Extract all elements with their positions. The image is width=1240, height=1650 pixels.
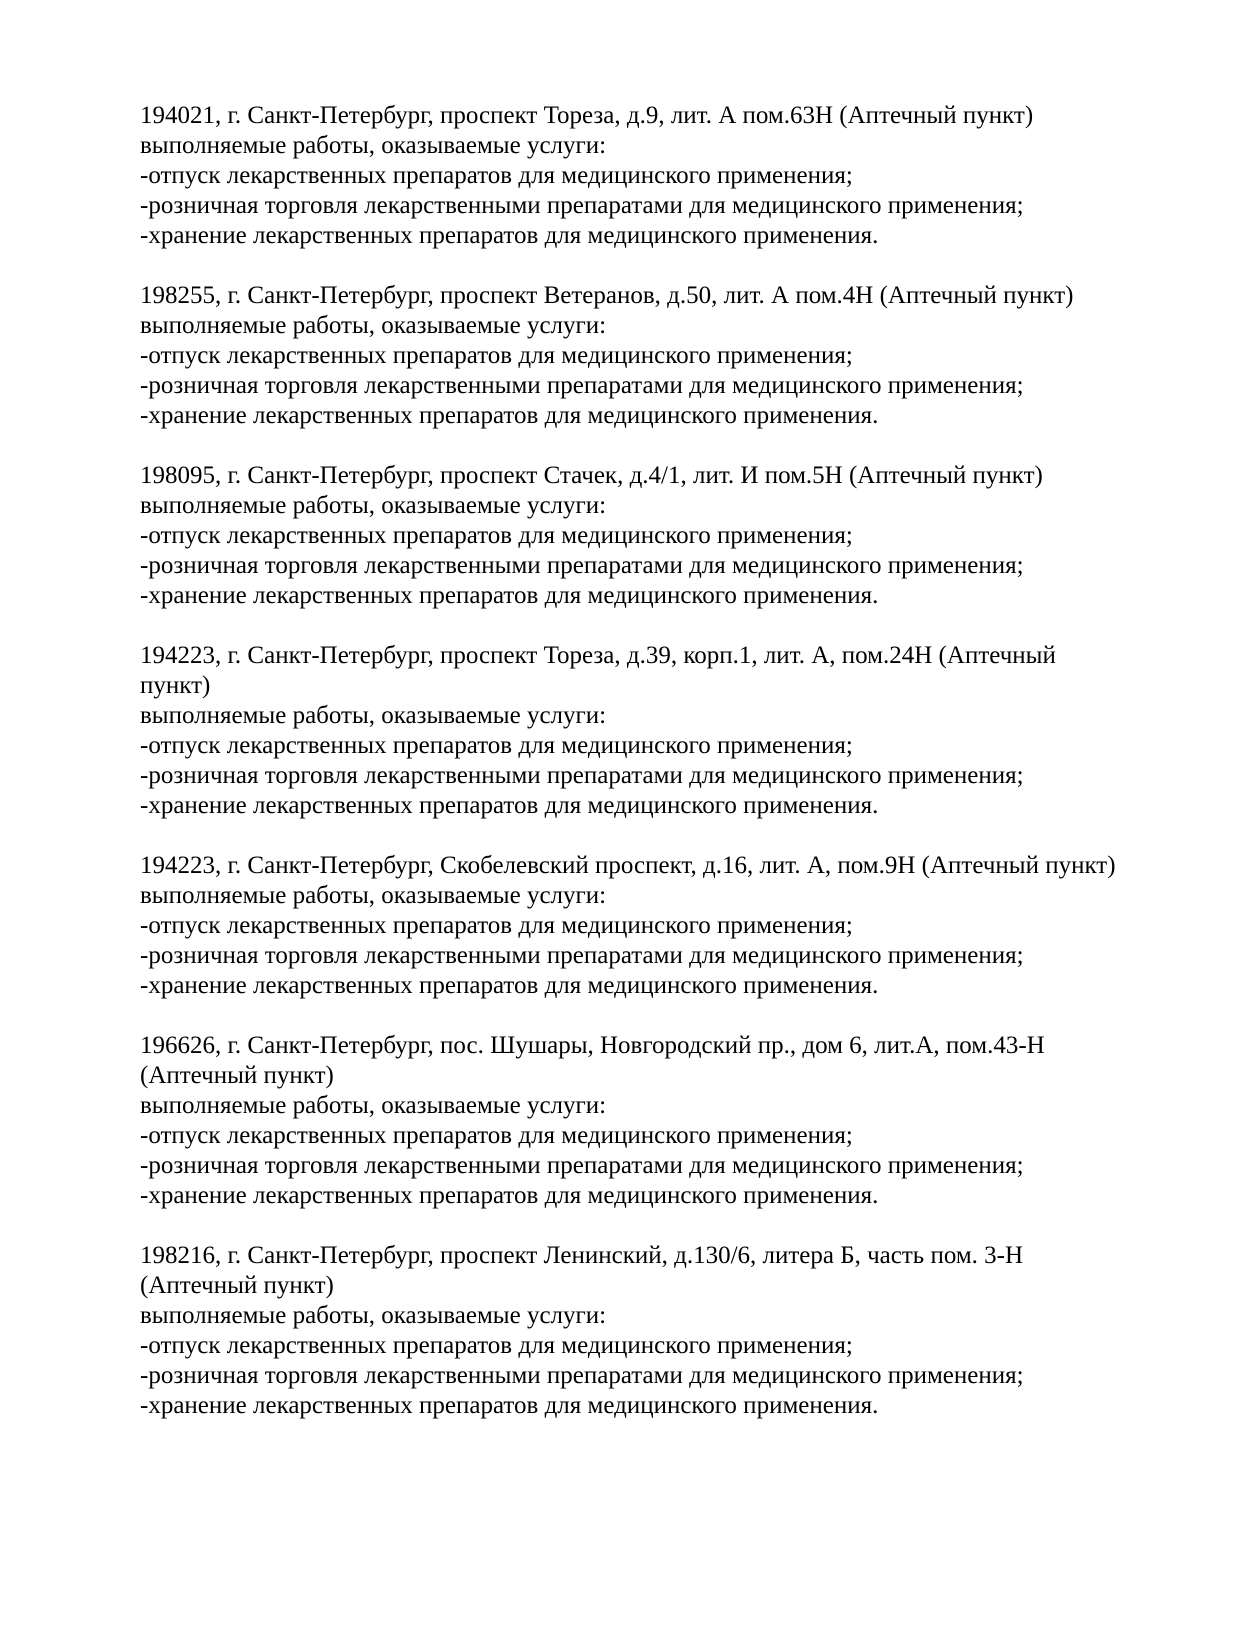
works-intro: выполняемые работы, оказываемые услуги: bbox=[140, 312, 607, 339]
pharmacy-entry bbox=[140, 101, 1128, 251]
pharmacy-address: 194223, г. Санкт-Петербург, Скобелевский проспект, д.16, лит. А, пом.9Н (Аптечный пункт) bbox=[140, 852, 1116, 879]
pharmacy-entry bbox=[140, 1241, 1128, 1421]
services-list bbox=[140, 731, 1128, 821]
works-intro: выполняемые работы, оказываемые услуги: bbox=[140, 882, 607, 909]
service-item: -хранение лекарственных препаратов для медицинского применения. bbox=[140, 222, 879, 249]
services-list bbox=[140, 1121, 1128, 1211]
works-intro: выполняемые работы, оказываемые услуги: bbox=[140, 1092, 607, 1119]
service-item: -розничная торговля лекарственными препаратами для медицинского применения; bbox=[140, 1362, 1024, 1389]
service-item: -отпуск лекарственных препаратов для медицинского применения; bbox=[140, 522, 853, 549]
pharmacy-address: 196626, г. Санкт-Петербург, пос. Шушары, Новгородский пр., дом 6, лит.А, пом.43-Н (Аптечный пункт) bbox=[140, 1032, 1045, 1089]
service-item: -розничная торговля лекарственными препаратами для медицинского применения; bbox=[140, 762, 1024, 789]
pharmacy-address: 194223, г. Санкт-Петербург, проспект Тореза, д.39, корп.1, лит. А, пом.24Н (Аптечный пункт) bbox=[140, 642, 1056, 699]
services-list bbox=[140, 161, 1128, 251]
pharmacy-address: 194021, г. Санкт-Петербург, проспект Тореза, д.9, лит. А пом.63Н (Аптечный пункт) bbox=[140, 102, 1034, 129]
pharmacy-entry bbox=[140, 641, 1128, 821]
service-item: -хранение лекарственных препаратов для медицинского применения. bbox=[140, 1392, 879, 1419]
service-item: -отпуск лекарственных препаратов для медицинского применения; bbox=[140, 732, 853, 759]
works-intro: выполняемые работы, оказываемые услуги: bbox=[140, 132, 607, 159]
works-intro: выполняемые работы, оказываемые услуги: bbox=[140, 1302, 607, 1329]
works-intro: выполняемые работы, оказываемые услуги: bbox=[140, 492, 607, 519]
service-item: -отпуск лекарственных препаратов для медицинского применения; bbox=[140, 162, 853, 189]
service-item: -розничная торговля лекарственными препаратами для медицинского применения; bbox=[140, 192, 1024, 219]
pharmacy-address: 198095, г. Санкт-Петербург, проспект Стачек, д.4/1, лит. И пом.5Н (Аптечный пункт) bbox=[140, 462, 1043, 489]
service-item: -отпуск лекарственных препаратов для медицинского применения; bbox=[140, 912, 853, 939]
pharmacy-address: 198216, г. Санкт-Петербург, проспект Ленинский, д.130/6, литера Б, часть пом. 3-Н (Аптечный пункт) bbox=[140, 1242, 1024, 1299]
service-item: -розничная торговля лекарственными препаратами для медицинского применения; bbox=[140, 372, 1024, 399]
service-item: -отпуск лекарственных препаратов для медицинского применения; bbox=[140, 1122, 853, 1149]
service-item: -розничная торговля лекарственными препаратами для медицинского применения; bbox=[140, 942, 1024, 969]
service-item: -хранение лекарственных препаратов для медицинского применения. bbox=[140, 972, 879, 999]
services-list bbox=[140, 1331, 1128, 1421]
services-list bbox=[140, 341, 1128, 431]
works-intro: выполняемые работы, оказываемые услуги: bbox=[140, 702, 607, 729]
service-item: -розничная торговля лекарственными препаратами для медицинского применения; bbox=[140, 1152, 1024, 1179]
service-item: -хранение лекарственных препаратов для медицинского применения. bbox=[140, 402, 879, 429]
pharmacy-entry bbox=[140, 851, 1128, 1001]
pharmacy-address: 198255, г. Санкт-Петербург, проспект Ветеранов, д.50, лит. А пом.4Н (Аптечный пункт) bbox=[140, 282, 1074, 309]
pharmacy-entry bbox=[140, 461, 1128, 611]
service-item: -отпуск лекарственных препаратов для медицинского применения; bbox=[140, 342, 853, 369]
service-item: -отпуск лекарственных препаратов для медицинского применения; bbox=[140, 1332, 853, 1359]
services-list bbox=[140, 521, 1128, 611]
pharmacy-entry bbox=[140, 281, 1128, 431]
service-item: -хранение лекарственных препаратов для медицинского применения. bbox=[140, 1182, 879, 1209]
service-item: -розничная торговля лекарственными препаратами для медицинского применения; bbox=[140, 552, 1024, 579]
service-item: -хранение лекарственных препаратов для медицинского применения. bbox=[140, 792, 879, 819]
license-entries bbox=[140, 101, 1128, 1421]
services-list bbox=[140, 911, 1128, 1001]
service-item: -хранение лекарственных препаратов для медицинского применения. bbox=[140, 582, 879, 609]
pharmacy-entry bbox=[140, 1031, 1128, 1211]
